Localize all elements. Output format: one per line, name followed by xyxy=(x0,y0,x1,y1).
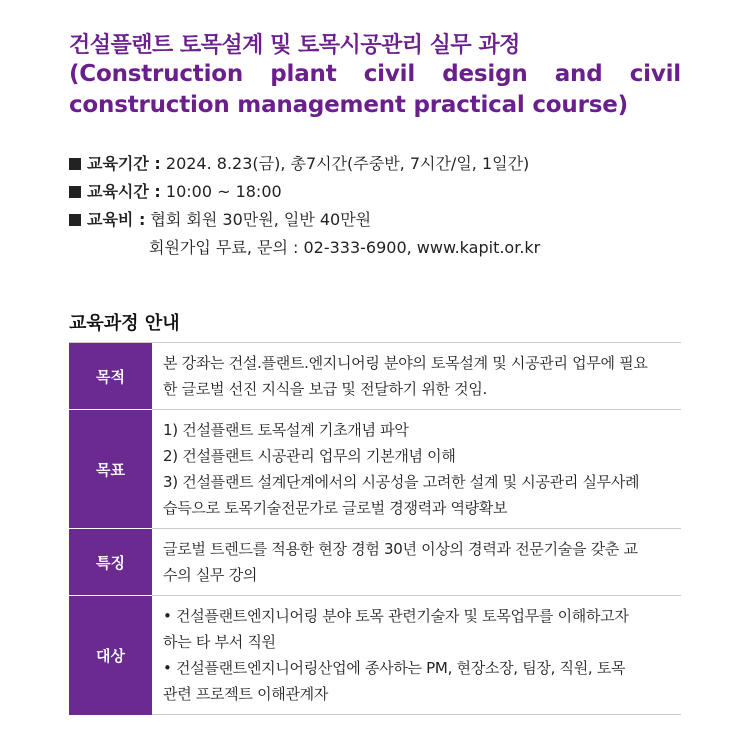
content-line: 3) 건설플랜트 설계단계에서의 시공성을 고려한 설계 및 시공관리 실무사례 xyxy=(163,473,640,491)
content-line: 하는 타 부서 직원 xyxy=(163,633,276,651)
content-line: 습득으로 토목기술전문가로 글로벌 경쟁력과 역량확보 xyxy=(163,499,508,517)
row-header-feature: 특징 xyxy=(69,529,152,596)
square-bullet-icon xyxy=(69,158,81,170)
row-content xyxy=(152,410,681,529)
square-bullet-icon xyxy=(69,186,81,198)
row-content xyxy=(152,529,681,596)
content-line: 본 강좌는 건설.플랜트.엔지니어링 분야의 토목설계 및 시공관리 업무에 필요 xyxy=(163,354,648,372)
info-value: 협회 회원 30만원, 일반 40만원 xyxy=(145,210,372,229)
info-label: 교육비 : xyxy=(87,210,146,229)
content-line: • 건설플랜트엔지니어링 분야 토목 관련기술자 및 토목업무를 이해하고자 xyxy=(163,607,629,625)
info-label: 교육기간 : xyxy=(87,154,161,173)
content-line: 한 글로벌 선진 지식을 보급 및 전달하기 위한 것임. xyxy=(163,380,488,398)
row-content xyxy=(152,343,681,410)
content-line: 수의 실무 강의 xyxy=(163,566,258,584)
table-row xyxy=(69,596,681,715)
table-row xyxy=(69,410,681,529)
course-title-korean: 건설플랜트 토목설계 및 토목시공관리 실무 과정 xyxy=(69,33,520,58)
info-row-fee xyxy=(69,206,540,234)
row-header-purpose: 목적 xyxy=(69,343,152,410)
row-content xyxy=(152,596,681,715)
table-row xyxy=(69,343,681,410)
course-guide-table xyxy=(69,342,681,715)
info-value: 10:00 ~ 18:00 xyxy=(160,182,282,201)
content-line: 1) 건설플랜트 토목설계 기초개념 파악 xyxy=(163,421,409,439)
course-info xyxy=(69,150,540,262)
info-row-time xyxy=(69,178,540,206)
info-value: 2024. 8.23(금), 총7시간(주중반, 7시간/일, 1일간) xyxy=(160,154,530,173)
info-label: 교육시간 : xyxy=(87,182,161,201)
section-title: 교육과정 안내 xyxy=(69,313,180,334)
content-line: 관련 프로젝트 이해관계자 xyxy=(163,685,329,703)
row-header-goal: 목표 xyxy=(69,410,152,529)
info-contact: 회원가입 무료, 문의 : 02-333-6900, www.kapit.or.kr xyxy=(149,238,541,257)
course-title-english: (Construction plant civil design and civil construction management practical course) xyxy=(69,61,681,118)
content-line: • 건설플랜트엔지니어링산업에 종사하는 PM, 현장소장, 팀장, 직원, 토목 xyxy=(163,659,626,677)
content-line: 글로벌 트렌드를 적용한 현장 경험 30년 이상의 경력과 전문기술을 갖춘 교 xyxy=(163,540,638,558)
row-header-target: 대상 xyxy=(69,596,152,715)
content-line: 2) 건설플랜트 시공관리 업무의 기본개념 이해 xyxy=(163,447,456,465)
table-row xyxy=(69,529,681,596)
square-bullet-icon xyxy=(69,214,81,226)
info-row-period xyxy=(69,150,540,178)
